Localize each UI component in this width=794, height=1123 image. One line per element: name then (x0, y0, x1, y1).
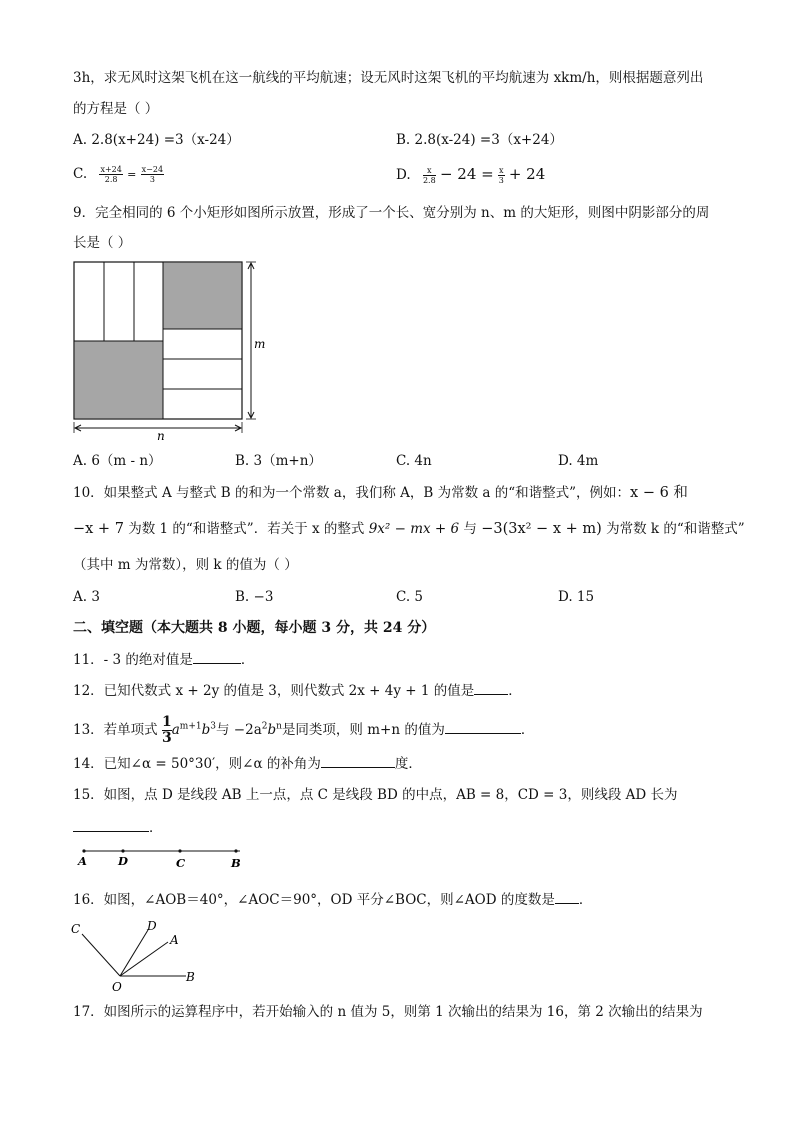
text-run: 为数 1 的“和谐整式”．若关于 x 的整式 (123, 521, 369, 537)
fraction (99, 165, 122, 184)
text-run: 13．若单项式 (73, 722, 158, 738)
q15-text-line2 (73, 817, 163, 838)
q10-option-d: D. 15 (558, 589, 595, 605)
label-c: C (176, 856, 186, 870)
q9-text-line1: 9．完全相同的 6 个小矩形如图所示放置，形成了一个长、宽分别为 n、m 的大矩形，则图中阴影部分的周 (73, 205, 710, 221)
q9-option-c: C. 4n (396, 453, 432, 469)
option-letter: C. (73, 166, 88, 182)
label-b: B (231, 856, 241, 870)
point-a-dot (82, 849, 85, 852)
label-o: O (112, 980, 122, 994)
q9-text-line2: 长是（ ） (73, 235, 132, 251)
math-run: b (201, 722, 211, 738)
q8-option-a: A. 2.8(x+24) =3（x-24） (73, 132, 240, 148)
text-run: 为常数 k 的“和谐整式” (601, 521, 745, 537)
q14-text (73, 753, 422, 774)
answer-blank[interactable] (321, 753, 395, 768)
point-d-dot (121, 849, 124, 852)
text-run: 与 (459, 521, 482, 537)
math-run: −x + 7 (73, 521, 124, 537)
q10-option-c: C. 5 (396, 589, 424, 605)
q10-text-line3: （其中 m 为常数），则 k 的值为（ ） (73, 557, 298, 573)
fraction (141, 165, 164, 184)
q8-text-line1: 3h，求无风时这架飞机在这一航线的平均航速；设无风时这架飞机的平均航速为 xkm/h，则根据题意列出 (73, 70, 704, 86)
fraction (423, 166, 436, 185)
exponent: 2 (261, 721, 268, 732)
text-run: 度． (394, 756, 422, 772)
text-run: ． (240, 652, 255, 668)
label-d: D (147, 919, 157, 933)
q8-option-c (73, 164, 164, 185)
section-heading: 二、填空题（本大题共 8 小题，每小题 3 分，共 24 分） (73, 620, 436, 636)
text-run: ． (508, 683, 522, 699)
fraction (498, 166, 505, 185)
text-run: 16．如图，∠AOB＝40°，∠AOC＝90°，OD 平分∠BOC，则∠AOD 的度数是 (73, 892, 555, 908)
denominator: 3 (149, 175, 155, 184)
text-run: ． (520, 722, 535, 738)
math-run: a (171, 722, 180, 738)
text-run: 14．已知∠α = 50°30′，则∠α 的补角为 (73, 756, 321, 772)
exponent: m+1 (179, 721, 202, 732)
expression: + 24 (508, 165, 546, 183)
numerator: x−24 (141, 165, 164, 174)
answer-blank[interactable] (555, 889, 579, 904)
math-run: −3(3x² − x + m) (481, 521, 602, 537)
text-run: 是同类项，则 m+n 的值为 (281, 722, 445, 738)
expression: − 24 = (439, 165, 494, 183)
q12-text (73, 680, 522, 701)
point-c-dot (178, 849, 181, 852)
label-b: B (186, 970, 195, 984)
denominator: 2.8 (422, 176, 436, 185)
math-run: 9x² − mx + 6 (368, 521, 460, 537)
answer-blank[interactable] (193, 649, 241, 664)
q9-rectangle-figure (66, 256, 266, 442)
ray-oc (82, 934, 120, 976)
q9-option-a: A. 6（m - n） (73, 453, 162, 469)
ray-oa (120, 942, 168, 976)
equals-sign: = (127, 168, 137, 181)
q8-text-line2: 的方程是（ ） (73, 101, 159, 117)
exponent: n (276, 721, 282, 732)
q10-option-a: A. 3 (73, 589, 100, 605)
shaded-region-top-right (163, 262, 242, 329)
q10-text-line2 (73, 519, 745, 539)
text-run: ． (578, 892, 593, 908)
q11-text (73, 649, 254, 670)
label-a: A (78, 854, 87, 868)
text-run: 10．如果整式 A 与整式 B 的和为一个常数 a，我们称 A，B 为常数 a 的“和谐整式”，例如： (73, 485, 631, 501)
math-run: b (267, 722, 277, 738)
numerator: x (499, 166, 504, 175)
q15-line-segment-figure (70, 843, 260, 873)
text-run: ． (149, 820, 163, 836)
q8-option-b: B. 2.8(x-24) =3（x+24） (396, 132, 563, 148)
label-c: C (71, 922, 81, 936)
point-b-dot (234, 849, 237, 852)
shaded-region-bottom-left (74, 341, 163, 419)
q9-option-d: D. 4m (558, 453, 599, 469)
option-letter: D. (396, 167, 411, 183)
denominator: 2.8 (104, 175, 118, 184)
exponent: 3 (210, 721, 216, 732)
numerator: x (423, 166, 436, 176)
q16-angle-figure (66, 916, 206, 996)
q9-option-b: B. 3（m+n） (235, 453, 322, 469)
answer-blank[interactable] (474, 680, 508, 695)
ray-od (120, 930, 148, 976)
answer-blank[interactable] (73, 817, 149, 832)
q13-text (73, 715, 534, 746)
label-a: A (170, 933, 179, 947)
numerator: 1 (161, 714, 172, 730)
q16-text (73, 889, 592, 910)
q15-text-line1: 15．如图，点 D 是线段 AB 上一点，点 C 是线段 BD 的中点，AB = 8，CD = 3，则线段 AD 长为 (73, 787, 678, 803)
numerator: x+24 (100, 165, 122, 174)
q8-option-d (396, 164, 545, 185)
label-d: D (118, 854, 128, 868)
q10-text-line1 (73, 483, 688, 503)
label-m: m (254, 337, 266, 351)
text-run: 11．- 3 的绝对值是 (73, 652, 193, 668)
math-run: x − 6 和 (630, 485, 688, 501)
denominator: 3 (161, 730, 172, 746)
q17-text: 17．如图所示的运算程序中，若开始输入的 n 值为 5，则第 1 次输出的结果为 16，第 2 次输出的结果为 (73, 1004, 703, 1020)
label-n: n (157, 429, 165, 442)
text-run: 12．已知代数式 x + 2y 的值是 3，则代数式 2x + 4y + 1 的值是 (73, 683, 475, 699)
q10-option-b: B. −3 (235, 589, 274, 605)
answer-blank[interactable] (445, 719, 521, 734)
denominator: 3 (498, 176, 504, 185)
text-run: 与 −2a (216, 722, 262, 738)
fraction (162, 715, 172, 746)
